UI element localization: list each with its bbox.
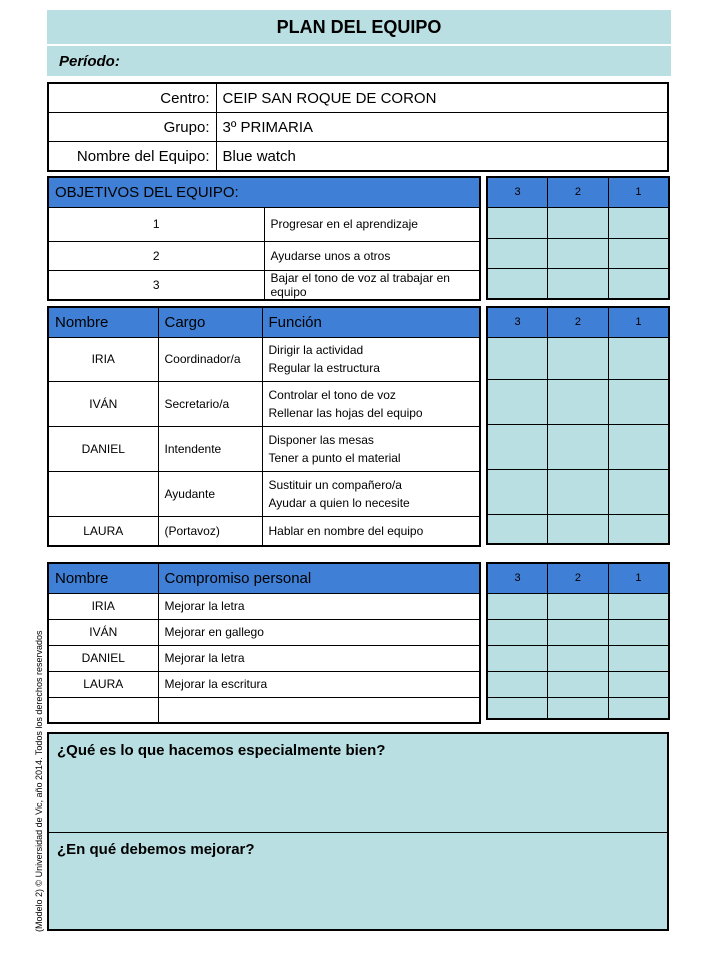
- page-title: PLAN DEL EQUIPO: [47, 10, 671, 44]
- commitment-text: Mejorar la escritura: [158, 671, 480, 697]
- score-cell[interactable]: [548, 619, 609, 645]
- score-cell[interactable]: [487, 619, 548, 645]
- score-cell[interactable]: [608, 469, 669, 514]
- member-name: DANIEL: [48, 645, 158, 671]
- commitments-header-commitment: Compromiso personal: [158, 563, 480, 593]
- member-name: DANIEL: [48, 426, 158, 471]
- objective-row: [48, 270, 480, 300]
- score-cell[interactable]: [487, 697, 548, 719]
- roles-table: [47, 306, 481, 547]
- role-function: Dirigir la actividad: [268, 343, 364, 357]
- info-value: 3º PRIMARIA: [216, 113, 668, 142]
- objective-number: 3: [48, 270, 264, 300]
- score-header: 1: [608, 563, 669, 593]
- member-role: (Portavoz): [158, 516, 262, 546]
- copyright-note: (Modelo 2) © Universidad de Vic, año 2014. Todos los derechos reservados: [34, 630, 44, 932]
- score-cell[interactable]: [608, 645, 669, 671]
- role-function: Disponer las mesas: [268, 432, 374, 447]
- score-cell[interactable]: [548, 207, 609, 238]
- role-function: Hablar en nombre del equipo: [268, 523, 424, 538]
- commitment-row: [48, 697, 480, 723]
- member-name: IVÁN: [48, 619, 158, 645]
- score-header: 3: [487, 307, 548, 337]
- score-cell[interactable]: [487, 671, 548, 697]
- score-header: 2: [548, 177, 609, 207]
- member-name: LAURA: [48, 671, 158, 697]
- score-cell[interactable]: [487, 424, 548, 469]
- score-cell[interactable]: [548, 697, 609, 719]
- role-row: [48, 381, 480, 426]
- objectives-table: [47, 176, 481, 301]
- team-info-table: [47, 82, 669, 172]
- role-function: Sustituir un compañero/a: [268, 477, 402, 492]
- score-cell[interactable]: [487, 207, 548, 238]
- score-cell[interactable]: [608, 337, 669, 379]
- strengths-section[interactable]: [49, 734, 667, 832]
- commitment-row: [48, 645, 480, 671]
- score-cell[interactable]: [608, 238, 669, 268]
- score-cell[interactable]: [548, 514, 609, 544]
- score-header: 1: [608, 307, 669, 337]
- score-header: 3: [487, 563, 548, 593]
- member-role: Ayudante: [158, 471, 262, 516]
- commitment-text: Mejorar la letra: [158, 645, 480, 671]
- score-cell[interactable]: [487, 268, 548, 299]
- score-cell[interactable]: [548, 671, 609, 697]
- objective-number: 2: [48, 241, 264, 270]
- commitment-row: [48, 619, 480, 645]
- objective-row: [48, 207, 480, 241]
- score-cell[interactable]: [548, 469, 609, 514]
- role-function: Controlar el tono de voz: [268, 387, 396, 402]
- commitments-table: [47, 562, 481, 724]
- score-header: 3: [487, 177, 548, 207]
- improvements-section[interactable]: [49, 832, 667, 930]
- score-cell[interactable]: [608, 593, 669, 619]
- member-name: IVÁN: [48, 381, 158, 426]
- score-cell[interactable]: [548, 645, 609, 671]
- score-cell[interactable]: [548, 337, 609, 379]
- role-function: Regular la estructura: [268, 361, 380, 375]
- info-row-team-name: [48, 142, 668, 172]
- commitments-header-name: Nombre: [48, 563, 158, 593]
- member-role: Secretario/a: [158, 381, 262, 426]
- commitments-score-grid: [486, 562, 670, 720]
- commitment-text: Mejorar en gallego: [158, 619, 480, 645]
- score-header: 2: [548, 563, 609, 593]
- score-cell[interactable]: [608, 697, 669, 719]
- member-name: IRIA: [48, 337, 158, 381]
- score-cell[interactable]: [608, 619, 669, 645]
- info-value: CEIP SAN ROQUE DE CORON: [216, 83, 668, 113]
- objectives-header: OBJETIVOS DEL EQUIPO:: [48, 177, 480, 207]
- roles-score-grid: [486, 306, 670, 545]
- objective-text: Ayudarse unos a otros: [264, 241, 480, 270]
- score-cell[interactable]: [608, 379, 669, 424]
- period-label: Período:: [47, 46, 671, 76]
- role-function: Tener a punto el material: [268, 450, 401, 465]
- roles-header-name: Nombre: [48, 307, 158, 337]
- score-cell[interactable]: [487, 469, 548, 514]
- info-label: Grupo:: [48, 113, 216, 142]
- role-row: [48, 471, 480, 516]
- score-cell[interactable]: [548, 379, 609, 424]
- roles-header-role: Cargo: [158, 307, 262, 337]
- role-function: Rellenar las hojas del equipo: [268, 405, 423, 420]
- info-row-grupo: [48, 113, 668, 142]
- objectives-score-grid: [486, 176, 670, 300]
- score-cell[interactable]: [487, 514, 548, 544]
- member-role: Coordinador/a: [158, 337, 262, 381]
- score-cell[interactable]: [548, 593, 609, 619]
- member-name: [48, 471, 158, 516]
- role-row: [48, 516, 480, 546]
- member-name: [48, 697, 158, 723]
- member-role: Intendente: [158, 426, 262, 471]
- score-cell[interactable]: [487, 645, 548, 671]
- score-cell[interactable]: [608, 424, 669, 469]
- score-header: 1: [608, 177, 669, 207]
- reflection-box: [47, 732, 669, 931]
- role-row: [48, 426, 480, 471]
- roles-header-function: Función: [262, 307, 480, 337]
- score-header: 2: [548, 307, 609, 337]
- info-row-centro: [48, 83, 668, 113]
- role-function: Ayudar a quien lo necesite: [268, 495, 410, 510]
- info-value: Blue watch: [216, 142, 668, 172]
- improvements-question: ¿En qué debemos mejorar?: [57, 840, 255, 858]
- commitment-row: [48, 671, 480, 697]
- objective-text: Bajar el tono de voz al trabajar en equipo: [264, 270, 480, 300]
- score-cell[interactable]: [487, 238, 548, 268]
- score-cell[interactable]: [608, 671, 669, 697]
- score-cell[interactable]: [487, 379, 548, 424]
- objective-text: Progresar en el aprendizaje: [264, 207, 480, 241]
- score-cell[interactable]: [548, 268, 609, 299]
- score-cell[interactable]: [487, 337, 548, 379]
- commitment-row: [48, 593, 480, 619]
- objective-number: 1: [48, 207, 264, 241]
- member-name: IRIA: [48, 593, 158, 619]
- score-cell[interactable]: [608, 207, 669, 238]
- score-cell[interactable]: [608, 514, 669, 544]
- info-label: Centro:: [48, 83, 216, 113]
- commitment-text: [158, 697, 480, 723]
- score-cell[interactable]: [548, 238, 609, 268]
- objective-row: [48, 241, 480, 270]
- member-name: LAURA: [48, 516, 158, 546]
- info-label: Nombre del Equipo:: [48, 142, 216, 172]
- score-cell[interactable]: [487, 593, 548, 619]
- score-cell[interactable]: [608, 268, 669, 299]
- role-row: [48, 337, 480, 381]
- commitment-text: Mejorar la letra: [158, 593, 480, 619]
- strengths-question: ¿Qué es lo que hacemos especialmente bien?: [57, 742, 386, 759]
- score-cell[interactable]: [548, 424, 609, 469]
